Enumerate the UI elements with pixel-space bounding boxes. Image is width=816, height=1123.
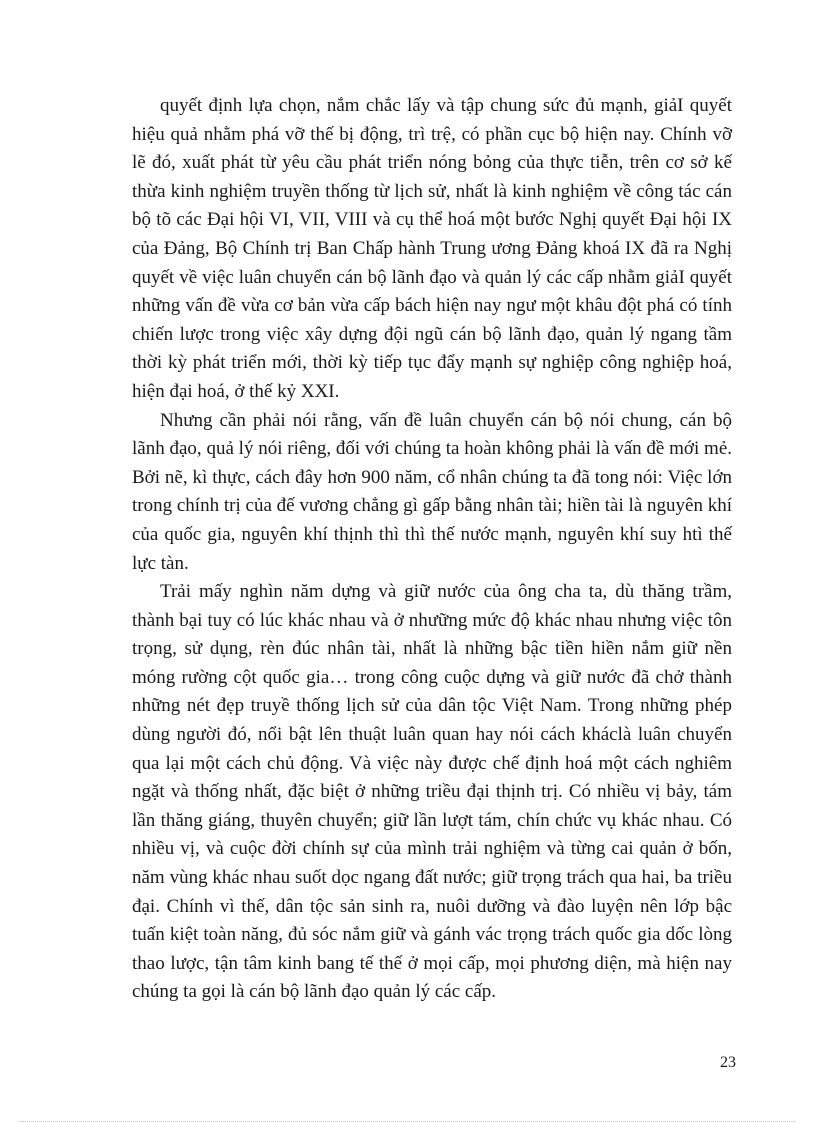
page-number: 23 <box>720 1054 736 1071</box>
paragraph-1: quyết định lựa chọn, nắm chắc lấy và tập chung sức đủ mạnh, giảI quyết hiệu quả nhằm phá vỡ thế bị động, trì trệ, có phần cục bộ hiện nay. Chính vỡ lẽ đó, xuất phát từ yêu cầu phát triển nóng bỏng của thực tiễn, trên cơ sở kế thừa kinh nghiệm truyền thống từ lịch sử, nhất là kinh nghiệm về công tác cán bộ tõ các Đại hội VI, VII, VIII và cụ thể hoá một bước Nghị quyết Đại hội IX của Đảng, Bộ Chính trị Ban Chấp hành Trung ương Đảng khoá IX đã ra Nghị quyết về việc luân chuyển cán bộ lãnh đạo và quản lý các cấp nhằm giảI quyết những vấn đề vừa cơ bản vừa cấp bách hiện nay ngư một khâu đột phá có tính chiến lược trong việc xây dựng đội ngũ cán bộ lãnh đạo, quản lý ngang tầm thời kỳ phát triển mới, thời kỳ tiếp tục đẩy mạnh sự nghiệp công nghiệp hoá, hiện đại hoá, ở thế kỷ XXI. <box>132 95 732 402</box>
body-text <box>132 92 732 1007</box>
paragraph-3: Trải mấy nghìn năm dựng và giữ nước của ông cha ta, dù thăng trầm, thành bại tuy có lúc khác nhau và ở nhưững mức độ khác nhau nhưng việc tôn trọng, sử dụng, rèn đúc nhân tài, nhất là những bậc tiền hiền nắm giữ nền móng rường cột quốc gia… trong công cuộc dựng và giữ nước đã chở thành những nét đẹp truyề thống lịch sử của dân tộc Việt Nam. Trong những phép dùng người đó, nổi bật lên thuật luân quan hay nói cách kháclà luân chuyển qua lại một cách chủ động. Và việc này được chế định hoá một cách nghiêm ngặt và thống nhất, đặc biệt ở những triều đại thịnh trị. Có nhiều vị bảy, tám lần thăng giáng, thuyên chuyển; giữ lần lượt tám, chín chức vụ khác nhau. Có nhiều vị, và cuộc đời chính sự của mình trải nghiệm và từng cai quản ở bốn, năm vùng khác nhau suốt dọc ngang đất nước; giữ trọng trách qua hai, ba triều đại. Chính vì thế, dân tộc sản sinh ra, nuôi dưỡng và đào luyện nên lớp bậc tuấn kiệt toàn năng, đủ sóc nắm giữ và gánh vác trọng trách quốc gia dốc lòng thao lược, tận tâm kinh bang tế thế ở mọi cấp, mọi phương diện, mà hiện nay chúng ta gọi là cán bộ lãnh đạo quản lý các cấp. <box>132 581 732 1003</box>
paragraph-2: Nhưng cần phải nói rằng, vấn đề luân chuyển cán bộ nói chung, cán bộ lãnh đạo, quả lý nói riêng, đối với chúng ta hoàn không phải là vấn đề mới mẻ. Bởi nẽ, kì thực, cách đây hơn 900 năm, cổ nhân chúng ta đã tong nói: Việc lớn trong chính trị của đế vương chẳng gì gấp bằng nhân tài; hiền tài là nguyên khí của quốc gia, nguyên khí thịnh thì thì thế nước mạnh, nguyên khí suy htì thế lực tàn. <box>132 409 732 574</box>
bottom-divider <box>20 1121 796 1122</box>
